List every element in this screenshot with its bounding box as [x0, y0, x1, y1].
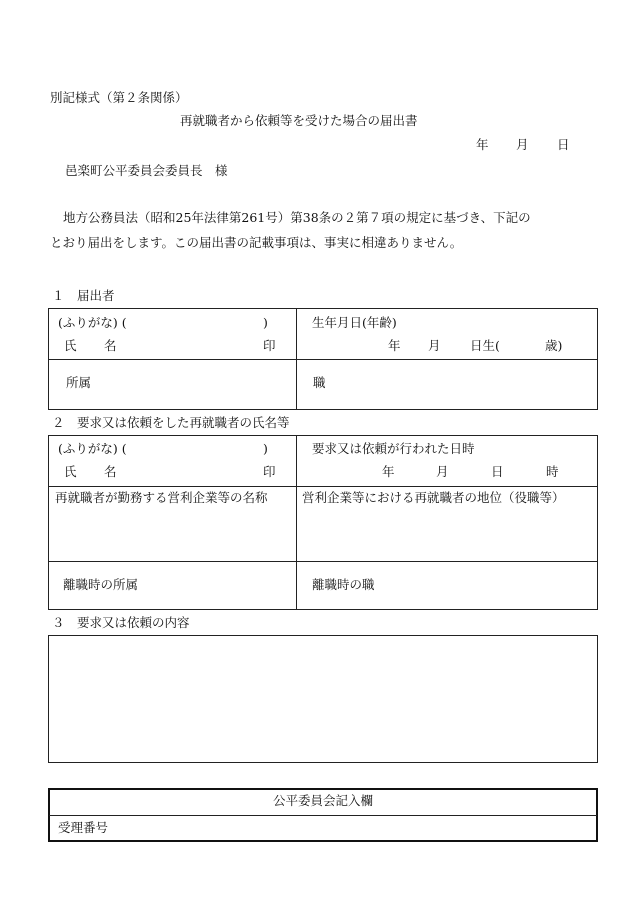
reemployed-table-row-divider-1 [48, 486, 598, 487]
document-title: 再就職者から依頼等を受けた場合の届出書 [180, 113, 418, 128]
employer-name-label: 再就職者が勤務する営利企業等の名称 [55, 490, 268, 505]
notifier-name-mei: 名 [104, 338, 117, 353]
date-day-label: 日 [557, 137, 570, 152]
birthdate-label: 生年月日(年齢) [312, 315, 397, 330]
notifier-seal-mark: 印 [263, 338, 276, 353]
notifier-table-row-divider [48, 359, 598, 360]
birthdate-day: 日生( [470, 338, 500, 353]
request-datetime-year: 年 [382, 464, 395, 479]
birthdate-age: 歳) [545, 338, 563, 353]
body-text-line2: とおり届出をします。この届出書の記載事項は、事実に相違ありません。 [50, 235, 463, 250]
notifier-furigana-label: (ふりがな) ( [58, 315, 127, 330]
reemployed-table-divider [296, 435, 297, 610]
section2-heading: ２ 要求又は依頼をした再就職者の氏名等 [52, 415, 290, 430]
notifier-furigana-close: ) [263, 315, 268, 330]
request-datetime-label: 要求又は依頼が行われた日時 [312, 441, 475, 456]
reemployed-table-row-divider-2 [48, 561, 598, 562]
body-text-line1: 地方公務員法（昭和25年法律第261号）第38条の２第７項の規定に基づき、下記の [63, 210, 531, 225]
request-content-box [48, 635, 598, 763]
committee-box-title: 公平委員会記入欄 [272, 793, 373, 808]
date-year-label: 年 [476, 137, 489, 152]
reemployed-name-mei: 名 [104, 464, 117, 479]
notifier-affiliation-label: 所属 [66, 375, 92, 390]
reemployed-furigana-label: (ふりがな) ( [58, 441, 127, 456]
notifier-position-label: 職 [313, 375, 326, 390]
reemployed-seal-mark: 印 [263, 464, 276, 479]
form-reference: 別記様式（第２条関係） [50, 90, 188, 105]
request-datetime-month: 月 [436, 464, 449, 479]
birthdate-month: 月 [428, 338, 441, 353]
date-month-label: 月 [516, 137, 529, 152]
committee-box-divider [49, 815, 597, 816]
reemployed-name-shi: 氏 [64, 464, 77, 479]
addressee: 邑楽町公平委員会委員長 様 [65, 163, 228, 178]
retirement-affiliation-label: 離職時の所属 [63, 577, 139, 592]
notifier-name-shi: 氏 [64, 338, 77, 353]
receipt-number-label: 受理番号 [58, 820, 109, 835]
retirement-position-label: 離職時の職 [312, 577, 375, 592]
section3-heading: ３ 要求又は依頼の内容 [52, 615, 190, 630]
employer-position-label: 営利企業等における再就職者の地位（役職等） [302, 490, 565, 505]
birthdate-year: 年 [388, 338, 401, 353]
section1-heading: １ 届出者 [52, 288, 115, 303]
request-datetime-day: 日 [491, 464, 504, 479]
reemployed-furigana-close: ) [263, 441, 268, 456]
request-datetime-hour: 時 [546, 464, 559, 479]
